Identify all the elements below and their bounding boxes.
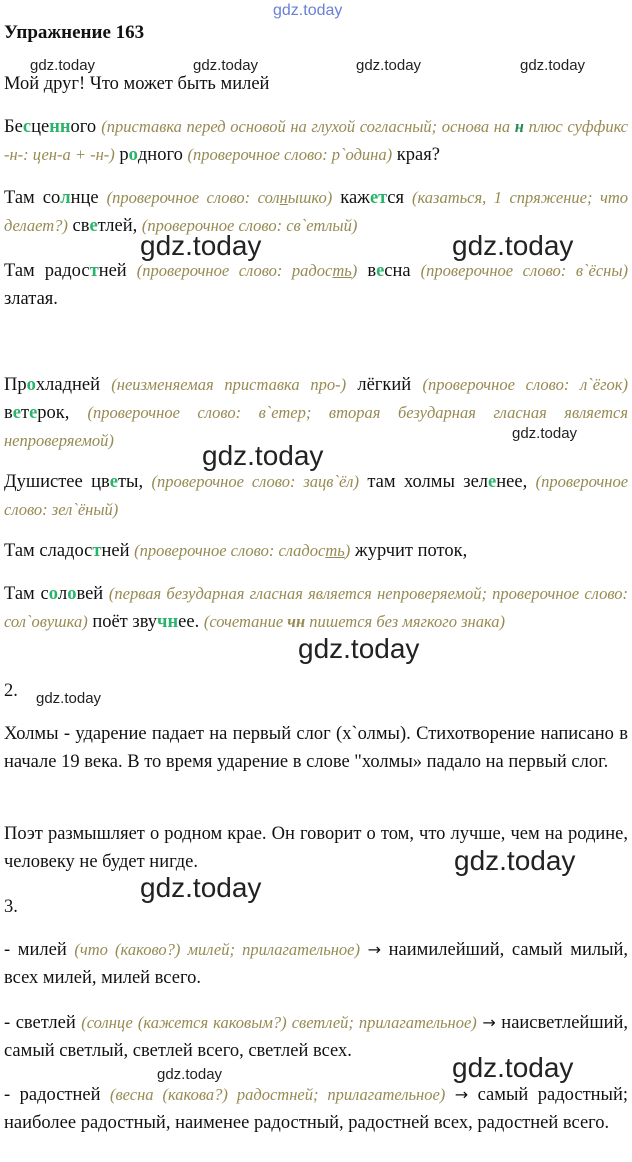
highlight: е — [376, 261, 385, 281]
word: дного — [137, 145, 183, 165]
word: самый радостный; наиболее радостный, наименее радостный, радостней всех, радостней всего. — [4, 1085, 629, 1133]
word: каж — [340, 188, 370, 208]
highlight: нн — [49, 117, 71, 137]
word: це — [31, 117, 50, 137]
comment: (приставка перед основой на глухой согласный; основа на — [101, 117, 515, 136]
word: Там со — [4, 188, 61, 208]
word: нее, — [496, 472, 528, 492]
word: тлей, — [97, 216, 138, 236]
highlight: ет — [369, 188, 388, 208]
comment: ) — [351, 261, 358, 280]
comment: ть — [332, 261, 352, 280]
comment: ышко) — [287, 188, 333, 207]
word: журчит поток, — [354, 541, 468, 561]
highlight: т — [89, 261, 99, 281]
comment: (неизменяемая приставка про-) — [111, 375, 347, 394]
highlight: н — [514, 117, 524, 136]
comment: (весна (какова?) радостней; прилагательное) — [109, 1085, 446, 1104]
word: Душистее цв — [4, 472, 110, 492]
arrow-icon: → — [454, 1085, 469, 1104]
comment: (что (каково?) милей; прилагательное) — [74, 940, 360, 959]
comment: (проверочное слово: в`етер; вторая безударная гласная является непроверяемой) — [4, 403, 628, 450]
poem-line-2 — [4, 113, 628, 169]
word: нце — [70, 188, 99, 208]
word: св — [72, 216, 90, 236]
highlight: е — [29, 403, 38, 423]
comment: чн — [287, 612, 306, 631]
comment: (проверочное слово: зел`ёный) — [4, 472, 629, 519]
comment: плюс суффикс -н-: цен-а + -н-) — [4, 117, 629, 164]
word: ней — [101, 541, 130, 561]
comment: ть — [325, 541, 345, 560]
highlight: е — [488, 472, 497, 492]
comment: (проверочное слово: в`ёсны) — [420, 261, 629, 280]
comment: (проверочное слово: сол — [106, 188, 280, 207]
watermark: gdz.today — [520, 57, 586, 74]
watermark: gdz.today — [298, 633, 420, 664]
highlight: чн — [157, 612, 179, 632]
comment: (проверочное слово: р`одина) — [187, 145, 393, 164]
answer-2-paragraph-1: Холмы - ударение падает на первый слог (х`олмы). Стихотворение написано в начале 19 века. В то время ударение в слове "холмы» падало на первый слог. — [4, 724, 628, 772]
section-number-3: 3. — [4, 897, 18, 917]
word: - светлей — [4, 1013, 76, 1033]
answer-3-item-1 — [4, 936, 628, 992]
section-number-2: 2. — [4, 681, 18, 701]
word: р — [119, 145, 129, 165]
word: т — [20, 403, 30, 423]
word: - радостней — [4, 1085, 101, 1105]
highlight: о — [67, 584, 77, 604]
watermark: gdz.today — [30, 57, 96, 74]
comment: (проверочное слово: св`етлый) — [141, 216, 358, 235]
word: Там радос — [4, 261, 90, 281]
poem-line-6 — [4, 468, 628, 524]
word: сна — [384, 261, 411, 281]
watermark: gdz.today — [157, 1066, 223, 1083]
watermark: gdz.today — [452, 230, 574, 261]
word: лёгкий — [357, 375, 412, 395]
word: в — [4, 403, 13, 423]
word: ого — [70, 117, 97, 137]
comment: ) — [344, 541, 351, 560]
comment: (сочетание — [203, 612, 288, 631]
poem-line-4 — [4, 257, 628, 313]
comment: (проверочное слово: зацв`ёл) — [151, 472, 359, 491]
watermark: gdz.today — [356, 57, 422, 74]
word: ней — [98, 261, 127, 281]
watermark: gdz.today — [140, 230, 262, 261]
poem-line-7 — [4, 537, 628, 565]
poem-line-1: Мой друг! Что может быть милей — [4, 74, 270, 94]
watermark: gdz.today — [36, 690, 102, 707]
answer-3-item-3 — [4, 1081, 628, 1137]
word: ты, — [117, 472, 144, 492]
comment: (солнце (кажется каковым?) светлей; прилагательное) — [81, 1013, 477, 1032]
highlight: о — [128, 145, 138, 165]
highlight: е — [109, 472, 118, 492]
watermark-top: gdz.today — [273, 2, 343, 19]
word: хладней — [35, 375, 100, 395]
word: наисветлейший, самый светлый, светлей всего, светлей всех. — [4, 1013, 628, 1061]
word: Бе — [4, 117, 23, 137]
watermark: gdz.today — [202, 440, 324, 471]
highlight: с — [22, 117, 32, 137]
word: Там с — [4, 584, 49, 604]
word: в — [367, 261, 377, 281]
arrow-icon: → — [482, 1013, 496, 1032]
arrow-icon: → — [367, 940, 382, 959]
highlight: о — [26, 375, 36, 395]
word: там холмы зел — [367, 472, 489, 492]
word: вей — [76, 584, 104, 604]
comment: (проверочное слово: сладос — [134, 541, 326, 560]
word: Пр — [4, 375, 27, 395]
word: ся — [387, 188, 404, 208]
watermark: gdz.today — [193, 57, 259, 74]
word: наимилейший, самый милый, всех милей, милей всего. — [4, 940, 629, 988]
word: ее. — [178, 612, 200, 632]
comment: (проверочное слово: л`ёгок) — [422, 375, 629, 394]
poem-line-8 — [4, 580, 628, 636]
highlight: о — [48, 584, 58, 604]
highlight: е — [89, 216, 98, 236]
word: л — [57, 584, 68, 604]
word: края? — [396, 145, 440, 165]
exercise-title: Упражнение 163 — [4, 22, 145, 43]
answer-2-paragraph-2: Поэт размышляет о родном крае. Он говорит о том, что лучше, чем на родине, человеку не будет нигде. — [4, 824, 628, 872]
watermark: gdz.today — [140, 872, 262, 903]
watermark: gdz.today — [512, 425, 578, 442]
comment: (первая безударная гласная является непроверяемой; проверочное слово: сол`овушка) — [4, 584, 629, 631]
highlight: е — [12, 403, 21, 423]
word: рок, — [37, 403, 70, 423]
highlight: л — [60, 188, 71, 208]
comment: (проверочное слово: радос — [136, 261, 333, 280]
comment: (казаться, 1 спряжение; что делает?) — [4, 188, 628, 235]
watermark: gdz.today — [454, 845, 576, 876]
comment: пишется без мягкого знака) — [305, 612, 506, 631]
word: - милей — [4, 940, 67, 960]
watermark: gdz.today — [452, 1052, 574, 1083]
highlight: т — [92, 541, 102, 561]
comment: н — [279, 188, 288, 207]
word: златая. — [4, 289, 58, 309]
word: Там сладос — [4, 541, 93, 561]
word: поёт зву — [92, 612, 158, 632]
